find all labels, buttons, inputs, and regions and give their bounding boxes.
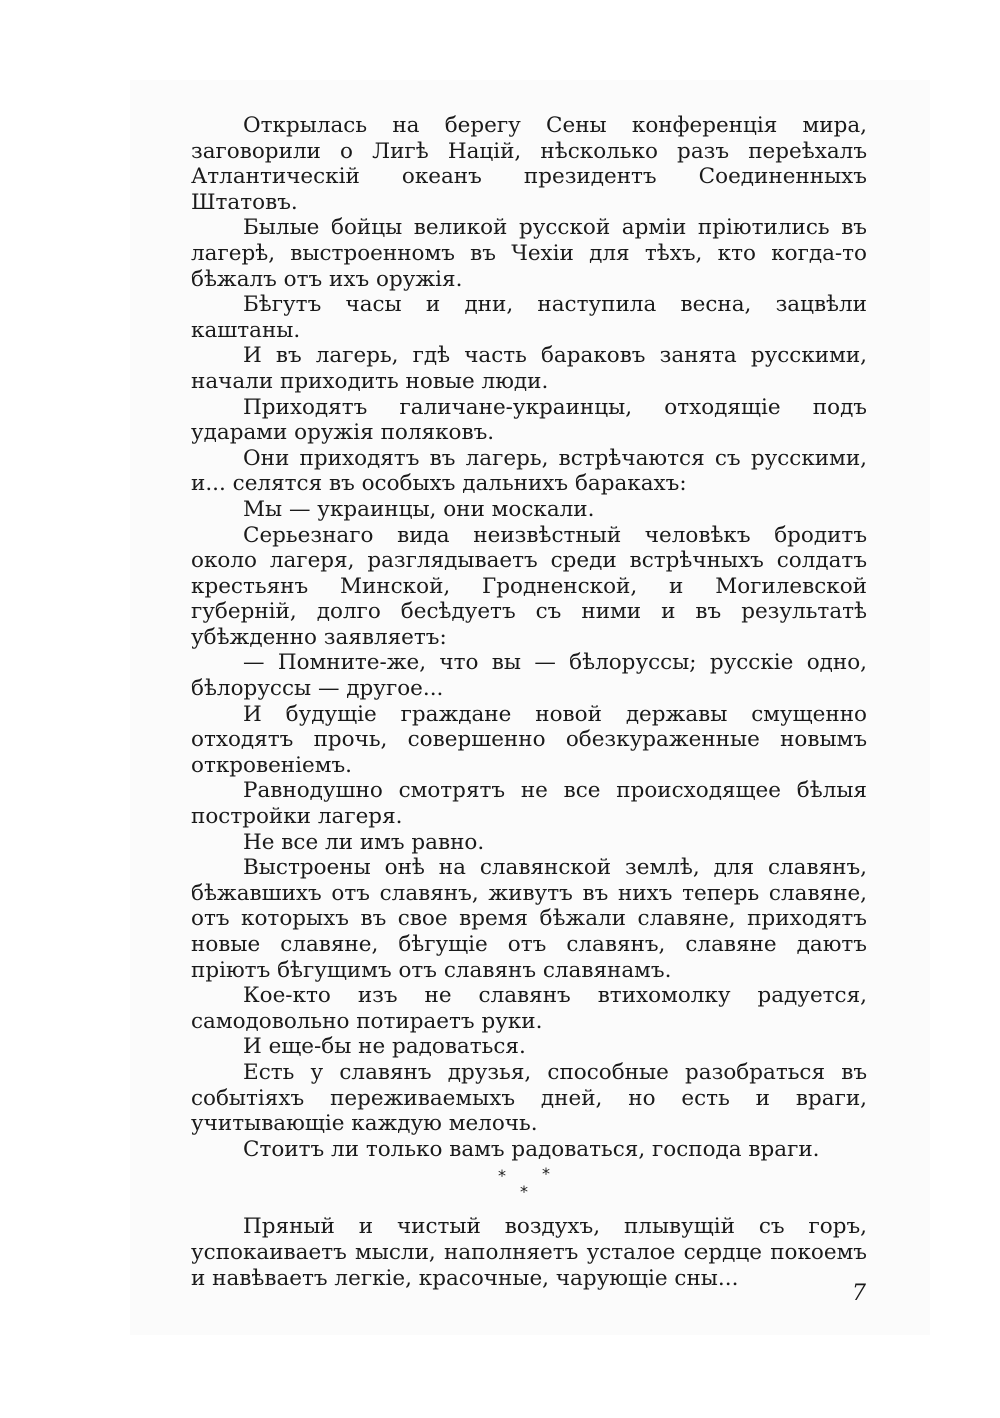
paragraph: И въ лагерь, гдѣ часть бараковъ занята русскими, начали приходить новые люди. — [191, 343, 867, 394]
paragraph: Серьезнаго вида неизвѣстный человѣкъ бродитъ около лагеря, разглядываетъ среди встрѣчныхъ солдатъ крестьянъ Минской, Гродненской, и Могилевской губерній, долго бесѣдуетъ съ ними и въ результатѣ убѣжденно заявляетъ: — [191, 522, 867, 650]
paragraph: Равнодушно смотрятъ не все происходящее бѣлыя постройки лагеря. — [191, 778, 867, 830]
paragraph: Стоитъ ли только вамъ радоваться, господа враги. — [243, 1136, 820, 1162]
paragraph: Открылась на берегу Сены конференція мира, заговорили о Лигѣ Націй, нѣсколько разъ переѣхалъ Атлантическій океанъ президентъ Соединенныхъ Штатовъ. — [191, 113, 867, 215]
paragraph: Бѣгутъ часы и дни, наступила весна, зацвѣли каштаны. — [191, 292, 867, 343]
paragraph: И будущіе граждане новой державы смущенно отходятъ прочь, совершенно обезкураженные новымъ откровеніемъ. — [191, 701, 867, 778]
paragraph: Не все ли имъ равно. — [243, 829, 485, 855]
paragraph: Они приходятъ въ лагерь, встрѣчаются съ русскими, и... селятся въ особыхъ дальнихъ баракахъ: — [191, 445, 867, 497]
paragraph: Приходятъ галичане-украинцы, отходящіе подъ ударами оружія поляковъ. — [191, 394, 867, 446]
paragraph: Былые бойцы великой русской арміи пріютились въ лагерѣ, выстроенномъ въ Чехіи для тѣхъ, кто когда-то бѣжалъ отъ ихъ оружія. — [191, 215, 867, 292]
paragraph: И еще-бы не радоваться. — [243, 1034, 526, 1060]
asterisk-icon: * — [498, 1166, 506, 1186]
paragraph: Есть у славянъ друзья, способные разобраться въ событіяхъ переживаемыхъ дней, но есть и враги, учитывающіе каждую мелочь. — [191, 1059, 867, 1137]
section-separator — [191, 1162, 867, 1206]
paragraph: Кое-кто изъ не славянъ втихомолку радуется, самодовольно потираетъ руки. — [191, 983, 867, 1034]
asterisk-icon: * — [520, 1182, 528, 1202]
page-number: 7 — [852, 1281, 866, 1306]
closing-paragraph: Пряный и чистый воздухъ, плывущій съ горъ, успокаиваетъ мысли, наполняетъ усталое сердце покоемъ и навѣваетъ легкіе, красочные, чарующіе сны... — [191, 1214, 867, 1291]
paragraph: Выстроены онѣ на славянской землѣ, для славянъ, бѣжавшихъ отъ славянъ, живутъ въ нихъ теперь славяне, отъ которыхъ въ свое время бѣжали славяне, приходятъ новые славяне, бѣгущіе отъ славянъ, славяне даютъ пріютъ бѣгущимъ отъ славянъ славянамъ. — [191, 855, 867, 983]
asterisk-icon: * — [542, 1164, 550, 1184]
paragraph: Мы — украинцы, они москали. — [243, 496, 595, 522]
paragraph: — Помните-же, что вы — бѣлоруссы; русскіе одно, бѣлоруссы — другое... — [191, 650, 867, 702]
body-text — [191, 113, 867, 1291]
